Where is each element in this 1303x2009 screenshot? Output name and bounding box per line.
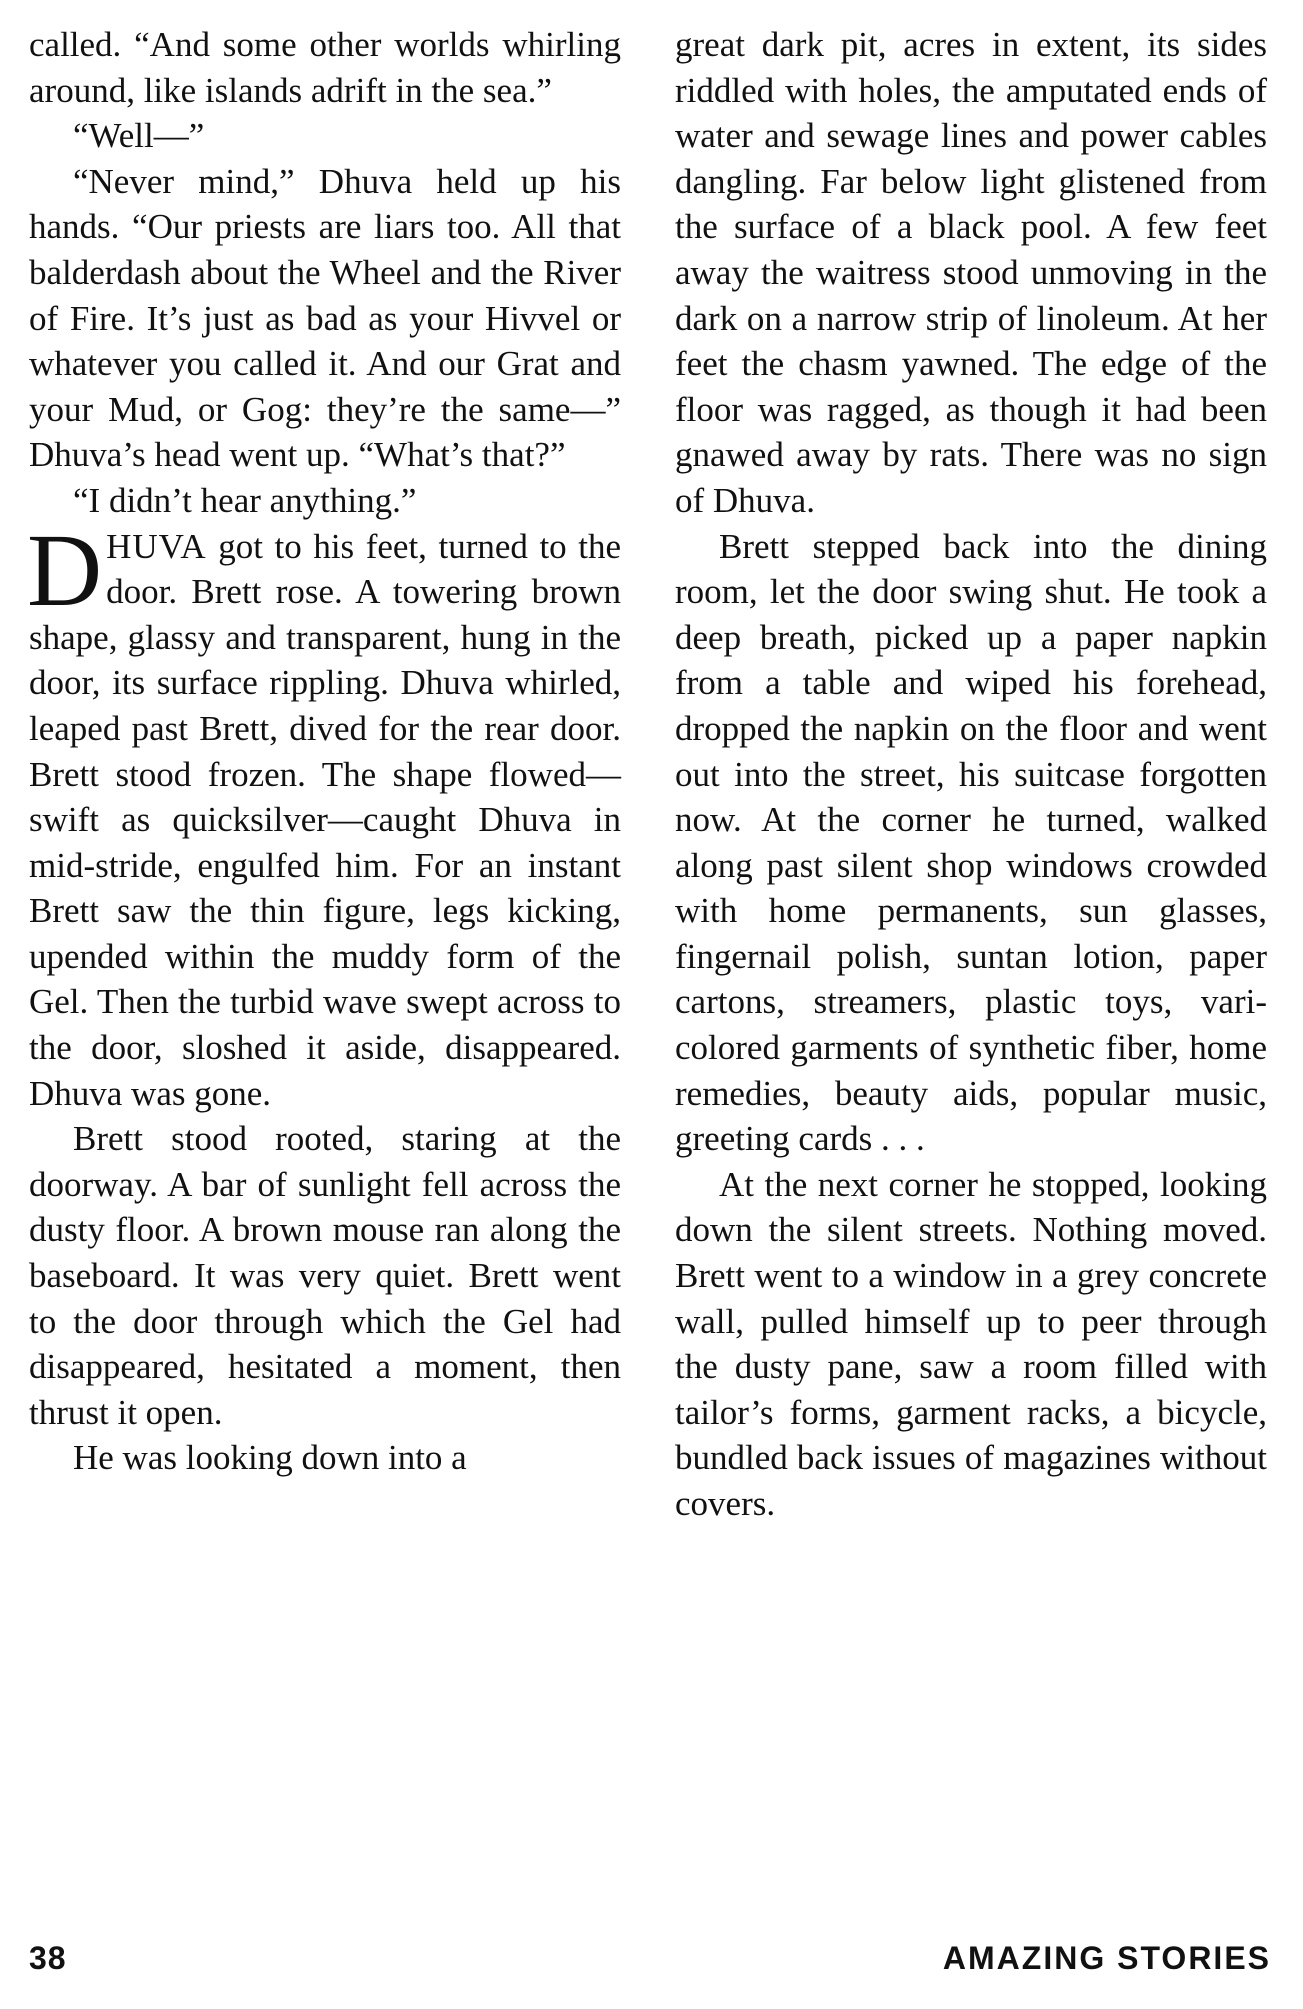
paragraph: called. “And some other worlds whirling around, like islands adrift in the sea.” bbox=[29, 25, 621, 110]
page-number: 38 bbox=[29, 1940, 67, 1976]
paragraph: Brett stepped back into the dining room, let the door swing shut. He took a deep breath, picked up a paper napkin from a table and wiped his forehead, dropped the napkin on the floor and went out into the street, his suitcase forgotten now. At the corner he turned, walked along past silent shop windows crowded with home permanents, sun glasses, fingernail polish, suntan lotion, paper cartons, streamers, plastic toys, vari-colored garments of synthetic fiber, home remedies, beauty aids, popular music, greeting cards . . . bbox=[675, 526, 1267, 1159]
right-text-column bbox=[675, 22, 1267, 1527]
lead-in-word: HUVA bbox=[106, 526, 207, 566]
magazine-title-footer: AMAZING STORIES bbox=[942, 1940, 1271, 1976]
paragraph: “Well—” bbox=[73, 116, 205, 156]
paragraph: great dark pit, acres in extent, its sides riddled with holes, the amputated ends of water and sewage lines and power cables dangling. Far below light glistened from the surface of a black pool. A few feet away the waitress stood unmoving in the dark on a narrow strip of linoleum. At her feet the chasm yawned. The edge of the floor was ragged, as though it had been gnawed away by rats. There was no sign of Dhuva. bbox=[675, 25, 1267, 520]
drop-cap-letter: D bbox=[27, 512, 103, 628]
section-opening-paragraph bbox=[27, 512, 621, 1117]
paragraph: “Never mind,” Dhuva held up his hands. “Our priests are liars too. All that balderdash about the Wheel and the River of Fire. It’s just as bad as your Hivvel or whatever you called it. And our Grat and your Mud, or Gog: they’re the same—” Dhuva’s head went up. “What’s that?” bbox=[29, 161, 621, 475]
paragraph: He was looking down into a bbox=[73, 1438, 467, 1478]
left-text-column bbox=[29, 22, 621, 1481]
paragraph: Brett stood rooted, staring at the doorway. A bar of sunlight fell across the dusty floor. A brown mouse ran along the baseboard. It was very quiet. Brett went to the door through which the Gel had disappeared, hesitated a moment, then thrust it open. bbox=[29, 1119, 621, 1432]
paragraph: “I didn’t hear anything.” bbox=[73, 480, 417, 520]
paragraph: At the next corner he stopped, looking down the silent streets. Nothing moved. Brett went to a window in a grey concrete wall, pulled himself up to peer through the dusty pane, saw a room filled with tailor’s forms, garment racks, a bicycle, bundled back issues of magazines without covers. bbox=[675, 1164, 1267, 1523]
paragraph-text: got to his feet, turned to the door. Brett rose. A towering brown shape, glassy and transparent, hung in the door, its surface rippling. Dhuva whirled, leaped past Brett, dived for the rear door. Brett stood frozen. The shape flowed—swift as quicksilver—caught Dhuva in mid-stride, engulfed him. For an instant Brett saw the thin figure, legs kicking, upended within the muddy form of the Gel. Then the turbid wave swept across to the door, sloshed it aside, disappeared. Dhuva was gone. bbox=[29, 526, 621, 1113]
